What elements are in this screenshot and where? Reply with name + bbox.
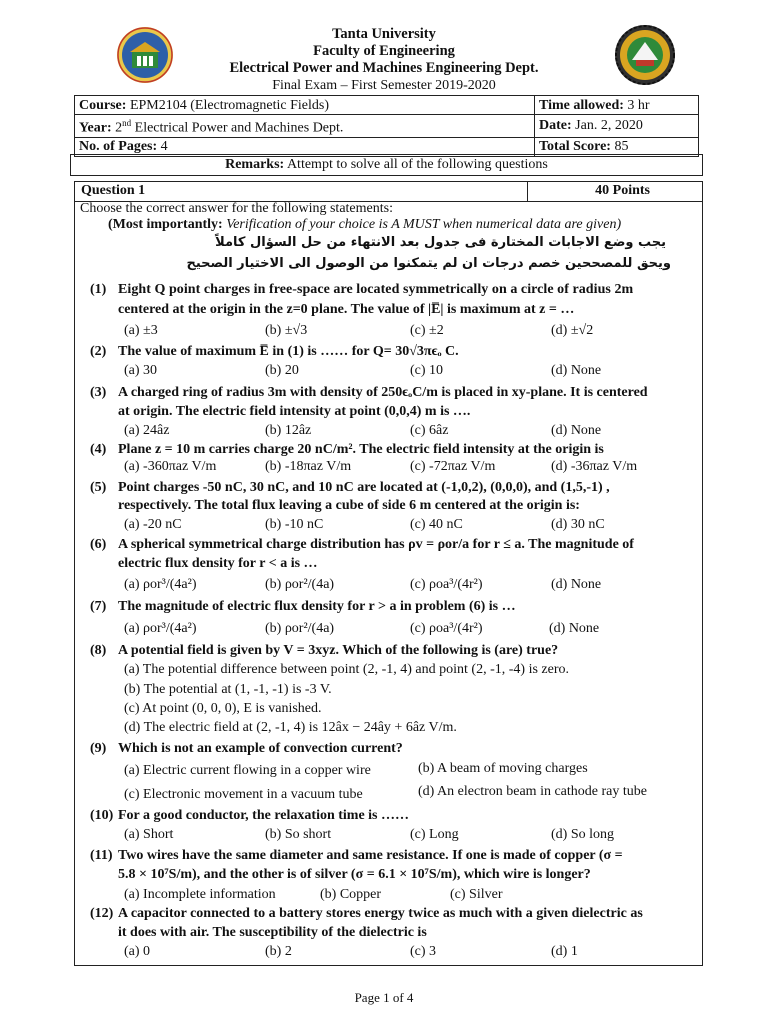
instruction-line: Choose the correct answer for the following statements: (80, 201, 393, 216)
option-b: (b) A beam of moving charges (418, 761, 588, 776)
option-d: (d) So long (551, 827, 614, 842)
option-b: (b) 12âz (265, 423, 312, 438)
option-a: (a) 30 (124, 363, 158, 378)
question-text: Point charges -50 nC, 30 nC, and 10 nC are located at (-1,0,2), (0,0,0), and (1,5,-1) , (118, 480, 610, 495)
option-d: (d) None (551, 577, 602, 592)
question-text: centered at the origin in the z=0 plane. The value of |E̅| is maximum at z = … (118, 302, 575, 317)
option-b: (b) Copper (320, 887, 382, 902)
option-c: (c) 40 nC (410, 517, 463, 532)
question-number: (9) (90, 741, 107, 756)
option-a: (a) ±3 (124, 323, 158, 338)
option-d: (d) None (551, 363, 602, 378)
exam-info-table (74, 95, 699, 157)
date-cell: Date: Jan. 2, 2020 (535, 115, 699, 138)
option-c: (c) 10 (410, 363, 444, 378)
question-number: (1) (90, 282, 107, 297)
option-b: (b) 20 (265, 363, 299, 378)
option-b: (b) ±√3 (265, 323, 308, 338)
important-note: (Most importantly: Verification of your choice is A MUST when numerical data are given) (108, 217, 622, 232)
exam-title: Final Exam – First Semester 2019-2020 (272, 78, 496, 93)
option-a: (a) ρor³/(4a²) (124, 621, 197, 636)
option-b: (b) The potential at (1, -1, -1) is -3 V. (124, 682, 332, 697)
question-number: (2) (90, 344, 107, 359)
option-a: (a) 0 (124, 944, 151, 959)
question-header (74, 181, 703, 202)
question-text: it does with air. The susceptibility of the dielectric is (118, 925, 427, 940)
option-a: (a) Short (124, 827, 174, 842)
option-c: (c) ρoa³/(4r²) (410, 621, 483, 636)
option-c: (c) 3 (410, 944, 437, 959)
option-a: (a) -20 nC (124, 517, 182, 532)
question-text: 5.8 × 10⁷S/m), and the other is of silver (σ = 6.1 × 10⁷S/m), which wire is longer? (118, 867, 591, 882)
option-c: (c) Silver (450, 887, 503, 902)
option-d: (d) The electric field at (2, -1, 4) is 12âx − 24ây + 6âz V/m. (124, 720, 457, 735)
option-c: (c) Long (410, 827, 459, 842)
score-cell: Total Score: 85 (535, 137, 699, 156)
question-text: A spherical symmetrical charge distribution has ρv = ρor/a for r ≤ a. The magnitude of (118, 537, 634, 552)
option-b: (b) ρor²/(4a) (265, 621, 335, 636)
question-number: (6) (90, 537, 107, 552)
option-b: (b) ρor²/(4a) (265, 577, 335, 592)
question-text: respectively. The total flux leaving a cube of side 6 m centered at the origin is: (118, 498, 580, 513)
time-cell: Time allowed: 3 hr (535, 96, 699, 115)
question-number: (5) (90, 480, 107, 495)
option-d: (d) ±√2 (551, 323, 594, 338)
option-d: (d) -36πaz V/m (551, 459, 638, 474)
option-b: (b) -18πaz V/m (265, 459, 352, 474)
question-text: The value of maximum E̅ in (1) is …… for Q= 30√3πϵₒ C. (118, 344, 459, 359)
question-number: (11) (90, 848, 113, 863)
course-cell: Course: EPM2104 (Electromagnetic Fields) (75, 96, 535, 115)
faculty-name: Faculty of Engineering (313, 43, 455, 59)
option-c: (c) At point (0, 0, 0), E is vanished. (124, 701, 322, 716)
question-text: For a good conductor, the relaxation time is …… (118, 808, 410, 823)
option-d: (d) 1 (551, 944, 578, 959)
arabic-note-2: ويحق للمصححين خصم درجات ان لم يتمكنوا من الوصول الى الاختيار الصحيح (186, 256, 671, 271)
option-a: (a) ρor³/(4a²) (124, 577, 197, 592)
question-title: Question 1 (81, 183, 146, 198)
question-number: (7) (90, 599, 107, 614)
question-text: Which is not an example of convection current? (118, 741, 403, 756)
option-b: (b) 2 (265, 944, 292, 959)
option-a: (a) Electric current flowing in a copper wire (124, 763, 371, 778)
question-text: A charged ring of radius 3m with density of 250ϵₒC/m is placed in xy-plane. It is centered (118, 385, 648, 400)
question-text: Two wires have the same diameter and same resistance. If one is made of copper (σ = (118, 848, 623, 863)
option-d: (d) 30 nC (551, 517, 605, 532)
option-d: (d) None (549, 621, 600, 636)
question-number: (8) (90, 643, 107, 658)
option-d: (d) None (551, 423, 602, 438)
option-c: (c) ρoa³/(4r²) (410, 577, 483, 592)
option-c: (c) -72πaz V/m (410, 459, 496, 474)
option-c: (c) 6âz (410, 423, 449, 438)
arabic-note-1: يجب وضع الاجابات المختارة فى جدول بعد الانتهاء من حل السؤال كاملاً (215, 235, 666, 250)
question-points: 40 Points (595, 183, 650, 198)
department-name: Electrical Power and Machines Engineering Dept. (229, 60, 539, 76)
question-text: at origin. The electric field intensity at point (0,0,4) m is …. (118, 404, 471, 419)
option-a: (a) The potential difference between point (2, -1, 4) and point (2, -1, -4) is zero. (124, 662, 569, 677)
question-text: Plane z = 10 m carries charge 20 nC/m². The electric field intensity at the origin is (118, 442, 604, 457)
question-number: (10) (90, 808, 114, 823)
option-d: (d) An electron beam in cathode ray tube (418, 784, 647, 799)
page-number: Page 1 of 4 (354, 990, 414, 1005)
question-text: electric flux density for r < a is … (118, 556, 318, 571)
question-number: (4) (90, 442, 107, 457)
question-text: Eight Q point charges in free-space are located symmetrically on a circle of radius 2m (118, 282, 634, 297)
option-b: (b) -10 nC (265, 517, 324, 532)
question-text: The magnitude of electric flux density for r > a in problem (6) is … (118, 599, 516, 614)
option-a: (a) 24âz (124, 423, 170, 438)
option-a: (a) Incomplete information (124, 887, 276, 902)
pages-cell: No. of Pages: 4 (75, 137, 535, 156)
question-text: A potential field is given by V = 3xyz. Which of the following is (are) true? (118, 643, 559, 658)
university-name: Tanta University (332, 26, 436, 42)
question-number: (3) (90, 385, 107, 400)
question-number: (12) (90, 906, 114, 921)
option-c: (c) Electronic movement in a vacuum tube (124, 787, 363, 802)
question-text: A capacitor connected to a battery stores energy twice as much with a given dielectric as (118, 906, 643, 921)
remarks-box: Remarks: Attempt to solve all of the following questions (70, 154, 703, 176)
option-a: (a) -360πaz V/m (124, 459, 217, 474)
option-c: (c) ±2 (410, 323, 444, 338)
year-cell: Year: 2nd Electrical Power and Machines Dept. (75, 115, 535, 138)
option-b: (b) So short (265, 827, 332, 842)
